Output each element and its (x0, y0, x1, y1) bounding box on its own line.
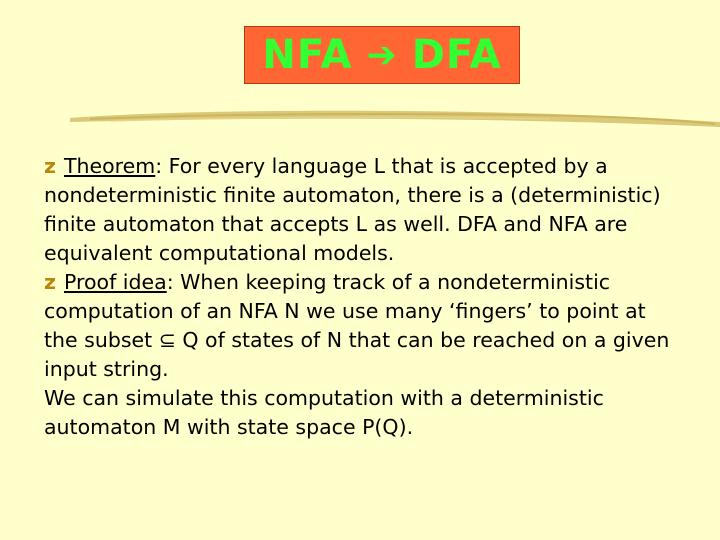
proof-text-start: : When keeping track of a nondeterministic computation of an NFA N we use many ‘fingers’ to point at the subset (44, 270, 646, 352)
slide-title (262, 32, 501, 78)
theorem-label: Theorem (64, 154, 156, 178)
bullet-icon: z (44, 270, 56, 294)
title-dfa: DFA (411, 32, 502, 78)
theorem-text: : For every language L that is accepted by a nondeterministic finite automaton, there is a (deterministic) finite automaton that accepts L as well. DFA and NFA are equivalent computational models. (44, 154, 661, 265)
proof-text-end: Q of states of N that can be reached on a given input string. (44, 328, 670, 381)
subset-symbol: ⊆ (158, 328, 176, 352)
title-nfa: NFA (262, 32, 353, 78)
proof-label: Proof idea (64, 270, 167, 294)
slide-title-box (244, 26, 520, 84)
slide-body (44, 152, 684, 442)
bullet-icon: z (44, 154, 56, 178)
proof-continuation: We can simulate this computation with a deterministic automaton M with state space P(Q). (44, 386, 604, 439)
right-arrow-icon: ➔ (366, 34, 398, 76)
theorem-paragraph (44, 152, 684, 268)
proof-paragraph (44, 268, 684, 384)
brush-stroke-divider (70, 104, 720, 134)
